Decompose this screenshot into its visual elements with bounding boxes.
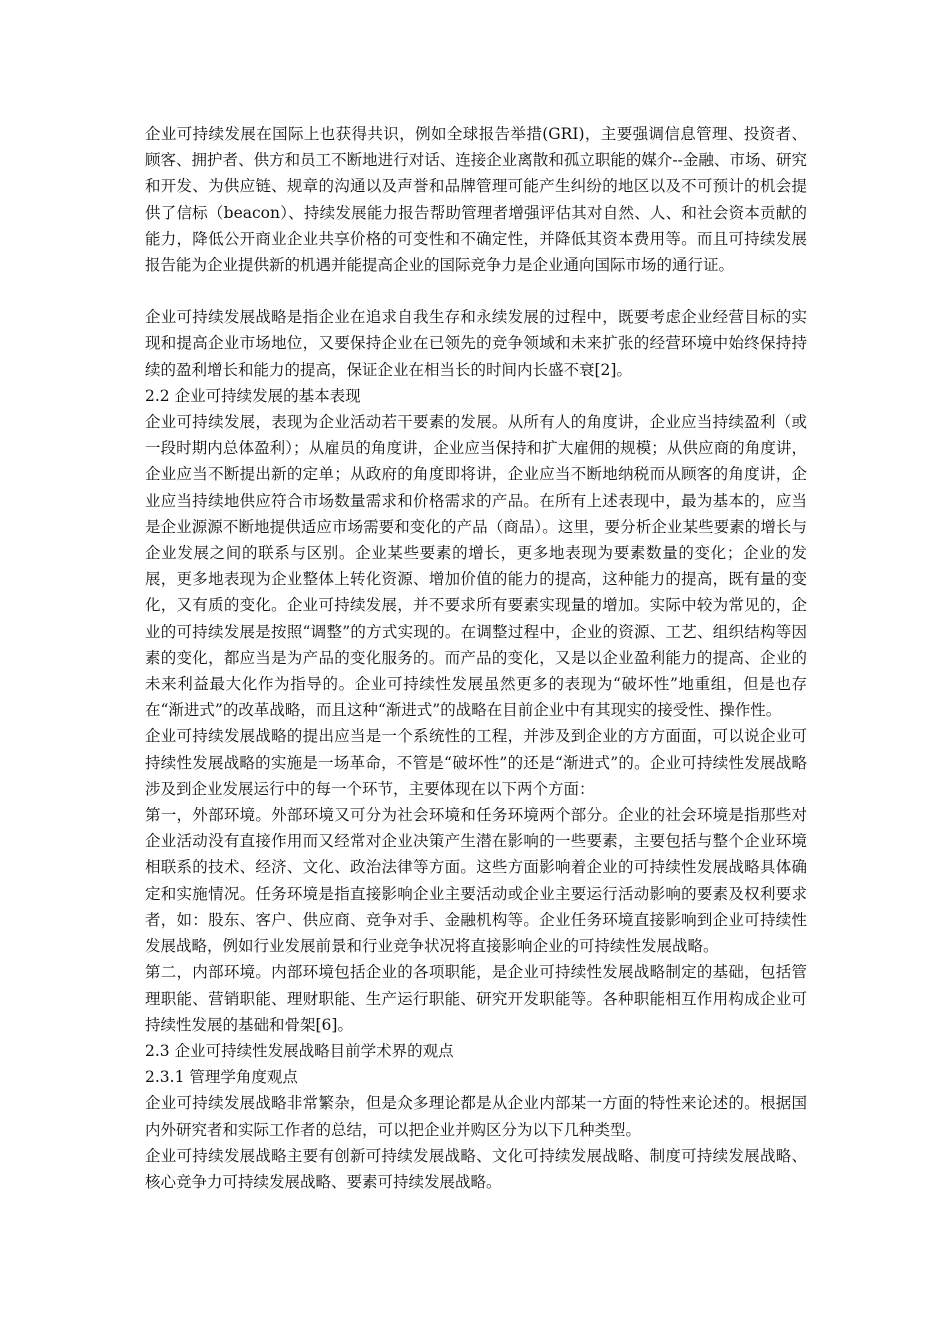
paragraph-strategy-types: 企业可持续发展战略主要有创新可持续发展战略、文化可持续发展战略、制度可持续发展战略、核心竞争力可持续发展战略、要素可持续发展战略。 [145,1146,807,1191]
paragraph-strategy-definition: 企业可持续发展战略是指企业在追求自我生存和永续发展的过程中，既要考虑企业经营目标的实现和提高企业市场地位，又要保持企业在已领先的竞争领域和未来扩张的经营环境中始终保持持续的盈利增长和能力的提高，保证企业在相当长的时间内长盛不衰[2]。 [145,308,807,379]
paragraph-external-environment: 第一，外部环境。外部环境又可分为社会环境和任务环境两个部分。企业的社会环境是指那些对企业活动没有直接作用而又经常对企业决策产生潜在影响的一些要素，主要包括与整个企业环境相联系的技术、经济、文化、政治法律等方面。这些方面影响着企业的可持续性发展战略具体确定和实施情况。任务环境是指直接影响企业主要活动或企业主要运行活动影响的要素及权利要求者，如：股东、客户、供应商、竞争对手、金融机构等。企业任务环境直接影响到企业可持续性发展战略，例如行业发展前景和行业竞争状况将直接影响企业的可持续性发展战略。 [145,806,807,956]
paragraph-gri-consensus: 企业可持续发展在国际上也获得共识，例如全球报告举措(GRI)，主要强调信息管理、投资者、顾客、拥护者、供方和员工不断地进行对话、连接企业离散和孤立职能的媒介--金融、市场、研究和开发、为供应链、规章的沟通以及声誉和品牌管理可能产生纠纷的地区以及不可预计的机会提供了信标（beacon）、持续发展能力报告帮助管理者增强评估其对自然、人、和社会资本贡献的能力，降低公开商业企业共享价格的可变性和不确定性，并降低其资本费用等。而且可持续发展报告能为企业提供新的机遇并能提高企业的国际竞争力是企业通向国际市场的通行证。 [145,125,807,275]
section-heading-2-3-1: 2.3.1 管理学角度观点 [145,1068,298,1087]
paragraph-basic-performance: 企业可持续发展，表现为企业活动若干要素的发展。从所有人的角度讲，企业应当持续盈利（或一段时期内总体盈利）；从雇员的角度讲，企业应当保持和扩大雇佣的规模；从供应商的角度讲，企业应当不断提出新的定单；从政府的角度即将讲，企业应当不断地纳税而从顾客的角度讲，企业应当持续地供应符合市场数量需求和价格需求的产品。在所有上述表现中，最为基本的，应当是企业源源不断地提供适应市场需要和变化的产品（商品）。这里，要分析企业某些要素的增长与企业发展之间的联系与区别。企业某些要素的增长，更多地表现为要素数量的变化；企业的发展，更多地表现为企业整体上转化资源、增加价值的能力的提高，这种能力的提高，既有量的变化，又有质的变化。企业可持续发展，并不要求所有要素实现量的增加。实际中较为常见的，企业的可持续发展是按照“调整”的方式实现的。在调整过程中，企业的资源、工艺、组织结构等因素的变化，都应当是为产品的变化服务的。而产品的变化，又是以企业盈利能力的提高、企业的未来利益最大化作为指导的。企业可持续性发展虽然更多的表现为“破坏性”地重组，但是也存在“渐进式”的改革战略，而且这种“渐进式”的战略在目前企业中有其现实的接受性、操作性。 [145,413,807,720]
section-heading-2-2: 2.2 企业可持续发展的基本表现 [145,386,361,405]
paragraph-management-views: 企业可持续发展战略非常繁杂，但是众多理论都是从企业内部某一方面的特性来论述的。根据国内外研究者和实际工作者的总结，可以把企业并购区分为以下几种类型。 [145,1094,807,1139]
document-body [145,121,807,1195]
paragraph-systematic-project: 企业可持续发展战略的提出应当是一个系统性的工程，并涉及到企业的方方面面，可以说企业可持续性发展战略的实施是一场革命，不管是“破坏性”的还是“渐进式”的。企业可持续性发展战略涉及到企业发展运行中的每一个环节，主要体现在以下两个方面： [145,727,807,798]
paragraph-internal-environment: 第二，内部环境。内部环境包括企业的各项职能，是企业可持续性发展战略制定的基础，包括管理职能、营销职能、理财职能、生产运行职能、研究开发职能等。各种职能相互作用构成企业可持续性发展的基础和骨架[6]。 [145,963,807,1034]
section-heading-2-3: 2.3 企业可持续性发展战略目前学术界的观点 [145,1041,454,1060]
